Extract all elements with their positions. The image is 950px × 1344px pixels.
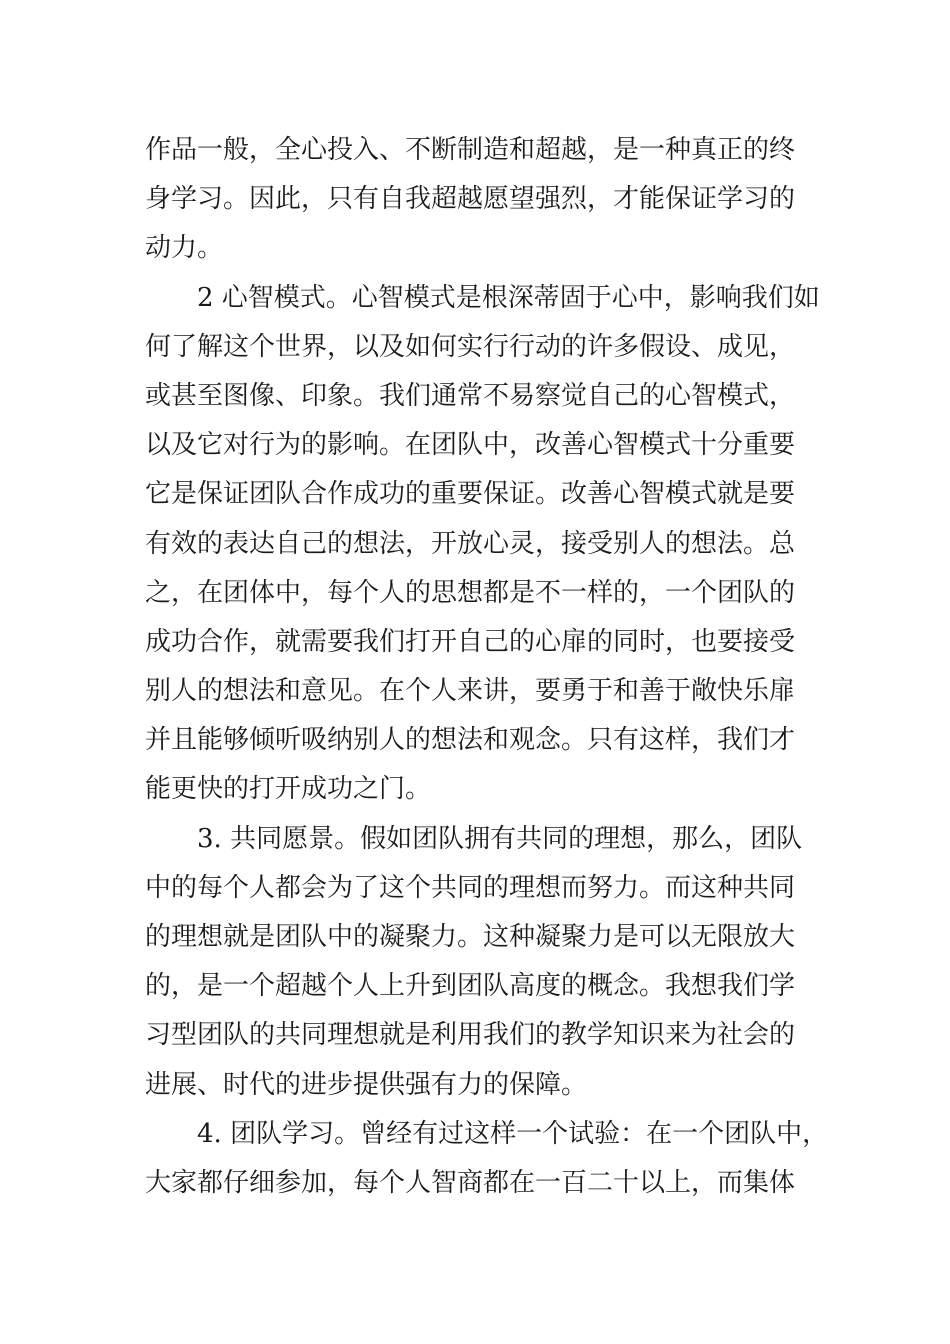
text-line: 动力。 bbox=[145, 233, 224, 264]
text-line: 的理想就是团队中的凝聚力。这种凝聚力是可以无限放大 bbox=[145, 922, 796, 952]
text-line: 中的每个人都会为了这个共同的理想而努力。而这种共同 bbox=[145, 872, 796, 903]
text-line: 或甚至图像、印象。我们通常不易察觉自己的心智模式， bbox=[145, 380, 796, 411]
text-line: 4. 团队学习。曾经有过这样一个试验：在一个团队中， bbox=[197, 1118, 829, 1149]
text-line: 它是保证团队合作成功的重要保证。改善心智模式就是要 bbox=[145, 479, 796, 510]
text-line: 习型团队的共同理想就是利用我们的教学知识来为社会的 bbox=[145, 1020, 796, 1051]
text-line: 之，在团体中，每个人的思想都是不一样的，一个团队的 bbox=[145, 577, 796, 608]
text-line: 的，是一个超越个人上升到团队高度的概念。我想我们学 bbox=[145, 971, 796, 1002]
text-line: 大家都仔细参加，每个人智商都在一百二十以上，而集体 bbox=[145, 1167, 796, 1198]
text-line: 能更快的打开成功之门。 bbox=[145, 774, 432, 805]
text-line: 有效的表达自己的想法，开放心灵，接受别人的想法。总 bbox=[145, 528, 796, 559]
text-line: 别人的想法和意见。在个人来讲，要勇于和善于敞快乐扉 bbox=[145, 676, 796, 707]
text-line: 成功合作，就需要我们打开自己的心扉的同时，也要接受 bbox=[145, 626, 796, 657]
text-line: 进展、时代的进步提供强有力的保障。 bbox=[145, 1069, 588, 1100]
text-line: 何了解这个世界，以及如何实行行动的许多假设、成见， bbox=[145, 331, 796, 362]
text-line: 作品一般，全心投入、不断制造和超越，是一种真正的终 bbox=[145, 135, 796, 165]
body-text bbox=[145, 126, 829, 1208]
text-line: 以及它对行为的影响。在团队中，改善心智模式十分重要 bbox=[145, 430, 796, 461]
text-line: 3. 共同愿景。假如团队拥有共同的理想，那么，团队 bbox=[197, 823, 803, 854]
text-line: 并且能够倾听吸纳别人的想法和观念。只有这样，我们才 bbox=[145, 725, 796, 756]
text-line: 身学习。因此，只有自我超越愿望强烈，才能保证学习的 bbox=[145, 184, 796, 215]
text-line: 2 心智模式。心智模式是根深蒂固于心中，影响我们如 bbox=[197, 282, 820, 313]
